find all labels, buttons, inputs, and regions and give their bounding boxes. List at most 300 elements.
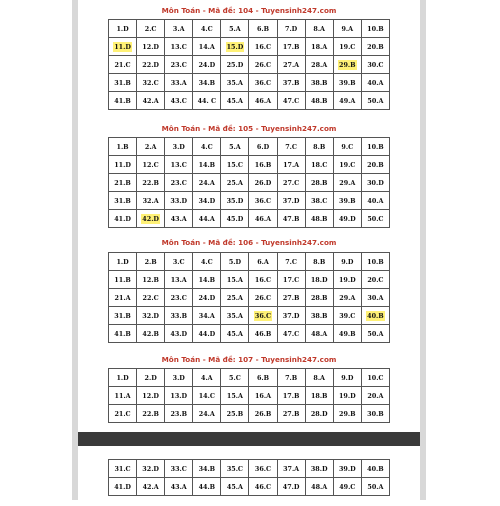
answer-row (109, 369, 390, 387)
answer-cell (165, 460, 193, 478)
answer-cell (305, 56, 333, 74)
answer-cell (249, 325, 277, 343)
answer-text: 30.C (367, 60, 384, 69)
answer-text: 47.B (282, 214, 300, 223)
answer-text: 27.C (283, 178, 300, 187)
answer-text: 28.B (310, 293, 328, 302)
answer-text: 31.B (114, 196, 131, 205)
answer-cell (277, 156, 305, 174)
answer-text: 11.B (114, 275, 131, 284)
answer-text: 5.D (228, 257, 242, 266)
answer-cell (193, 210, 221, 228)
answer-row (109, 307, 390, 325)
answer-cell (305, 307, 333, 325)
answer-text: 33.A (170, 78, 187, 87)
answer-text: 13.C (170, 42, 187, 51)
answer-text: 45.A (226, 482, 243, 491)
answer-text: 17.C (283, 275, 300, 284)
answer-row (109, 253, 390, 271)
answer-text: 27.B (282, 409, 300, 418)
answer-cell (221, 56, 249, 74)
answer-text: 16.A (254, 391, 272, 400)
answer-cell (193, 460, 221, 478)
answer-text: 28.B (310, 178, 328, 187)
answer-text: 35.A (226, 78, 243, 87)
answer-text: 36.C (254, 464, 272, 473)
answer-text: 20.B (367, 42, 384, 51)
answer-text: 46.A (254, 96, 272, 105)
answer-cell (249, 138, 277, 156)
answer-text: 16.C (254, 42, 272, 51)
answer-text: 45.A (226, 96, 243, 105)
answer-text: 38.B (310, 311, 328, 320)
answer-text: 20.B (367, 160, 384, 169)
answer-section-104 (108, 0, 390, 105)
answer-text: 25.D (226, 60, 244, 69)
answer-cell (165, 289, 193, 307)
answer-cell (277, 20, 305, 38)
answer-cell (249, 38, 277, 56)
answer-text: 26.C (254, 293, 272, 302)
answer-cell (109, 307, 137, 325)
answer-text: 31.C (114, 464, 131, 473)
answer-text: 46.C (254, 482, 272, 491)
answer-cell (193, 307, 221, 325)
answer-text: 14.B (198, 160, 216, 169)
answer-text: 21.C (114, 60, 131, 69)
answer-text: 6.B (256, 24, 270, 33)
answer-cell (193, 74, 221, 92)
answer-cell (361, 307, 389, 325)
answer-row (109, 289, 390, 307)
answer-cell (193, 56, 221, 74)
answer-text: 5.C (229, 373, 241, 382)
answer-text: 15.A (226, 275, 243, 284)
answer-row (109, 325, 390, 343)
answer-text: 2.B (144, 257, 157, 266)
answer-text: 24.D (198, 293, 216, 302)
answer-cell (165, 74, 193, 92)
answer-text: 35.C (226, 464, 244, 473)
answer-text: 20.A (367, 391, 384, 400)
answer-cell (305, 253, 333, 271)
answer-text: 5.A (229, 24, 241, 33)
answer-text: 1.D (116, 257, 129, 266)
answer-cell (109, 92, 137, 110)
answer-cell (109, 210, 137, 228)
answer-cell (333, 210, 361, 228)
answer-table (108, 137, 390, 228)
answer-cell (249, 174, 277, 192)
page-separator (78, 432, 420, 446)
answer-text: 22.B (142, 409, 159, 418)
answer-text: 31.B (114, 311, 131, 320)
answer-cell (305, 92, 333, 110)
answer-text: 41.D (114, 214, 131, 223)
answer-text: 3.D (172, 142, 185, 151)
answer-cell (109, 478, 137, 496)
answer-text: 25.A (226, 293, 243, 302)
answer-cell (221, 192, 249, 210)
answer-text: 28.D (310, 409, 328, 418)
answer-cell (165, 325, 193, 343)
answer-row (109, 138, 390, 156)
answer-cell (333, 92, 361, 110)
answer-section-107 (108, 349, 390, 429)
answer-cell (333, 405, 361, 423)
answer-text: 39.C (339, 311, 356, 320)
section-title: Môn Toán - Mã đề: 104 - Tuyensinh247.com (161, 6, 337, 15)
answer-text: 18.A (311, 42, 328, 51)
answer-text: 47.C (283, 96, 300, 105)
answer-cell (277, 92, 305, 110)
answer-cell (249, 74, 277, 92)
answer-text: 22.D (142, 60, 159, 69)
answer-cell (193, 289, 221, 307)
answer-cell (361, 325, 389, 343)
answer-text: 29.A (339, 178, 356, 187)
section-title: Môn Toán - Mã đề: 107 - Tuyensinh247.com (161, 355, 337, 364)
answer-text: 35.A (226, 311, 243, 320)
answer-cell (109, 74, 137, 92)
answer-text: 1.B (116, 142, 129, 151)
answer-cell (109, 38, 137, 56)
answer-cell (165, 56, 193, 74)
answer-cell (305, 289, 333, 307)
answer-cell (109, 174, 137, 192)
answer-cell (109, 56, 137, 74)
answer-cell (137, 253, 165, 271)
answer-text: 33.D (170, 196, 188, 205)
answer-text: 9.C (341, 142, 354, 151)
answer-text: 40.A (367, 196, 384, 205)
answer-cell (221, 210, 249, 228)
answer-cell (361, 369, 389, 387)
answer-text: 32.D (142, 311, 159, 320)
answer-cell (249, 253, 277, 271)
answer-text: 32.A (142, 196, 159, 205)
answer-cell (305, 210, 333, 228)
answer-cell (277, 405, 305, 423)
answer-cell (137, 210, 165, 228)
answer-text: 13.A (170, 275, 187, 284)
answer-text: 3.C (172, 257, 185, 266)
answer-cell (165, 138, 193, 156)
answer-text: 42.A (142, 96, 159, 105)
answer-text: 12.D (142, 42, 159, 51)
answer-text: 25.B (226, 409, 244, 418)
answer-text: 23.C (170, 178, 187, 187)
answer-cell (165, 174, 193, 192)
answer-cell (249, 289, 277, 307)
answer-text: 14.B (198, 275, 216, 284)
answer-text: 11.D (114, 160, 131, 169)
answer-text: 9.D (341, 257, 354, 266)
answer-text: 50.A (367, 96, 384, 105)
answer-text: 4.A (201, 373, 213, 382)
answer-cell (333, 56, 361, 74)
answer-cell (221, 156, 249, 174)
answer-text: 43.C (170, 96, 187, 105)
answer-text: 13.C (170, 160, 187, 169)
answer-text: 29.B (339, 60, 356, 69)
answer-cell (333, 174, 361, 192)
answer-text: 39.D (338, 464, 356, 473)
answer-text: 19.C (339, 160, 356, 169)
answer-text: 47.D (282, 482, 300, 491)
answer-cell (137, 271, 165, 289)
answer-cell (277, 289, 305, 307)
answer-cell (333, 156, 361, 174)
answer-text: 19.C (339, 42, 356, 51)
answer-cell (109, 253, 137, 271)
answer-text: 26.D (254, 178, 272, 187)
answer-text: 40.B (367, 311, 384, 320)
answer-text: 45.D (226, 214, 244, 223)
answer-text: 9.A (341, 24, 354, 33)
answer-cell (249, 92, 277, 110)
answer-text: 38.B (310, 78, 328, 87)
answer-table (108, 368, 390, 423)
answer-text: 35.D (226, 196, 244, 205)
answer-cell (361, 253, 389, 271)
answer-text: 33.B (170, 311, 187, 320)
answer-text: 24.A (198, 178, 215, 187)
answer-text: 20.C (367, 275, 384, 284)
answer-text: 34.B (198, 78, 216, 87)
answer-cell (333, 192, 361, 210)
answer-cell (361, 138, 389, 156)
answer-text: 30.B (367, 409, 384, 418)
document-page-2 (78, 446, 420, 506)
answer-cell (277, 210, 305, 228)
answer-cell (137, 20, 165, 38)
answer-cell (249, 20, 277, 38)
answer-text: 44. C (197, 96, 217, 105)
answer-text: 12.C (142, 160, 159, 169)
answer-text: 39.B (339, 196, 356, 205)
answer-text: 34.A (198, 311, 215, 320)
answer-section-105 (108, 117, 390, 223)
answer-text: 48.A (311, 482, 328, 491)
answer-row (109, 74, 390, 92)
answer-cell (221, 253, 249, 271)
answer-cell (333, 325, 361, 343)
answer-text: 48.B (310, 214, 328, 223)
answer-text: 7.B (285, 373, 298, 382)
answer-cell (361, 92, 389, 110)
answer-cell (193, 92, 221, 110)
answer-text: 24.A (198, 409, 215, 418)
answer-text: 43.D (170, 329, 188, 338)
answer-cell (249, 210, 277, 228)
answer-text: 14.C (198, 391, 215, 400)
answer-text: 31.B (114, 78, 131, 87)
answer-text: 9.D (341, 373, 354, 382)
answer-cell (277, 325, 305, 343)
answer-text: 36.C (254, 196, 272, 205)
answer-cell (361, 156, 389, 174)
answer-cell (305, 325, 333, 343)
answer-row (109, 92, 390, 110)
answer-text: 19.D (338, 275, 356, 284)
answer-cell (193, 478, 221, 496)
answer-text: 48.A (311, 329, 328, 338)
answer-text: 10.B (367, 142, 384, 151)
answer-text: 10.B (367, 257, 384, 266)
answer-cell (137, 38, 165, 56)
answer-text: 37.B (282, 78, 300, 87)
answer-cell (137, 405, 165, 423)
answer-row (109, 210, 390, 228)
answer-text: 1.D (116, 24, 129, 33)
answer-text: 34.D (198, 196, 216, 205)
answer-cell (361, 387, 389, 405)
answer-cell (165, 271, 193, 289)
answer-cell (249, 156, 277, 174)
answer-cell (165, 192, 193, 210)
answer-text: 19.D (338, 391, 356, 400)
answer-text: 4.C (200, 24, 213, 33)
answer-text: 30.D (367, 178, 384, 187)
answer-cell (221, 38, 249, 56)
answer-text: 38.D (310, 464, 328, 473)
answer-cell (109, 325, 137, 343)
answer-text: 41.B (114, 329, 131, 338)
answer-cell (137, 387, 165, 405)
answer-text: 18.C (311, 160, 328, 169)
answer-text: 12.D (142, 391, 159, 400)
answer-text: 21.C (114, 409, 131, 418)
answer-cell (361, 74, 389, 92)
answer-cell (193, 369, 221, 387)
answer-cell (277, 271, 305, 289)
answer-text: 16.C (254, 275, 272, 284)
answer-cell (165, 387, 193, 405)
answer-text: 12.B (142, 275, 159, 284)
answer-text: 18.B (310, 391, 328, 400)
answer-text: 1.D (116, 373, 129, 382)
answer-cell (305, 20, 333, 38)
answer-cell (305, 138, 333, 156)
answer-text: 46.A (254, 214, 272, 223)
answer-text: 11.D (114, 42, 131, 51)
answer-cell (221, 405, 249, 423)
answer-text: 37.D (282, 311, 300, 320)
answer-cell (333, 387, 361, 405)
answer-row (109, 405, 390, 423)
answer-cell (361, 192, 389, 210)
answer-cell (137, 289, 165, 307)
answer-text: 49.C (339, 482, 356, 491)
answer-text: 37.A (283, 464, 300, 473)
answer-text: 4.C (200, 257, 213, 266)
answer-cell (165, 156, 193, 174)
answer-text: 43.A (170, 214, 187, 223)
answer-cell (305, 478, 333, 496)
answer-text: 37.D (282, 196, 300, 205)
answer-text: 32.C (142, 78, 159, 87)
answer-cell (137, 92, 165, 110)
answer-cell (305, 192, 333, 210)
answer-cell (221, 478, 249, 496)
answer-text: 14.A (198, 42, 215, 51)
answer-row (109, 20, 390, 38)
answer-cell (305, 74, 333, 92)
answer-cell (165, 307, 193, 325)
answer-text: 48.B (310, 96, 328, 105)
answer-text: 50.C (367, 214, 384, 223)
answer-cell (109, 192, 137, 210)
answer-text: 21.A (114, 293, 131, 302)
answer-text: 8.A (313, 24, 326, 33)
answer-text: 34.B (198, 464, 216, 473)
answer-cell (137, 460, 165, 478)
answer-cell (333, 460, 361, 478)
answer-text: 49.A (339, 96, 356, 105)
answer-cell (221, 92, 249, 110)
answer-cell (221, 74, 249, 92)
answer-cell (305, 405, 333, 423)
answer-text: 15.A (226, 391, 243, 400)
answer-cell (361, 210, 389, 228)
answer-cell (137, 325, 165, 343)
answer-text: 50.A (367, 482, 384, 491)
answer-text: 13.D (170, 391, 188, 400)
answer-row (109, 271, 390, 289)
answer-text: 6.A (257, 257, 269, 266)
answer-cell (277, 74, 305, 92)
document-page-1 (78, 0, 420, 432)
answer-text: 24.D (198, 60, 216, 69)
answer-cell (249, 405, 277, 423)
answer-cell (277, 192, 305, 210)
answer-cell (221, 387, 249, 405)
answer-cell (137, 478, 165, 496)
answer-cell (221, 271, 249, 289)
answer-cell (109, 138, 137, 156)
answer-cell (109, 460, 137, 478)
answer-cell (137, 138, 165, 156)
answer-cell (361, 271, 389, 289)
answer-text: 36.C (254, 78, 272, 87)
answer-text: 26.C (254, 60, 272, 69)
answer-text: 17.A (283, 160, 300, 169)
answer-cell (333, 307, 361, 325)
answer-cell (277, 38, 305, 56)
answer-cell (221, 325, 249, 343)
answer-cell (221, 20, 249, 38)
answer-section-106 (108, 231, 390, 338)
answer-cell (193, 174, 221, 192)
answer-text: 36.C (254, 311, 272, 320)
answer-cell (109, 405, 137, 423)
answer-cell (221, 369, 249, 387)
answer-cell (109, 369, 137, 387)
answer-text: 8.A (313, 373, 326, 382)
answer-text: 30.A (367, 293, 384, 302)
answer-cell (277, 387, 305, 405)
answer-cell (277, 460, 305, 478)
answer-section-107-continued (108, 459, 390, 499)
answer-cell (277, 138, 305, 156)
answer-text: 23.C (170, 60, 187, 69)
answer-text: 6.D (256, 142, 270, 151)
answer-text: 15.D (226, 42, 244, 51)
answer-text: 29.A (339, 293, 356, 302)
answer-cell (193, 138, 221, 156)
answer-cell (249, 369, 277, 387)
